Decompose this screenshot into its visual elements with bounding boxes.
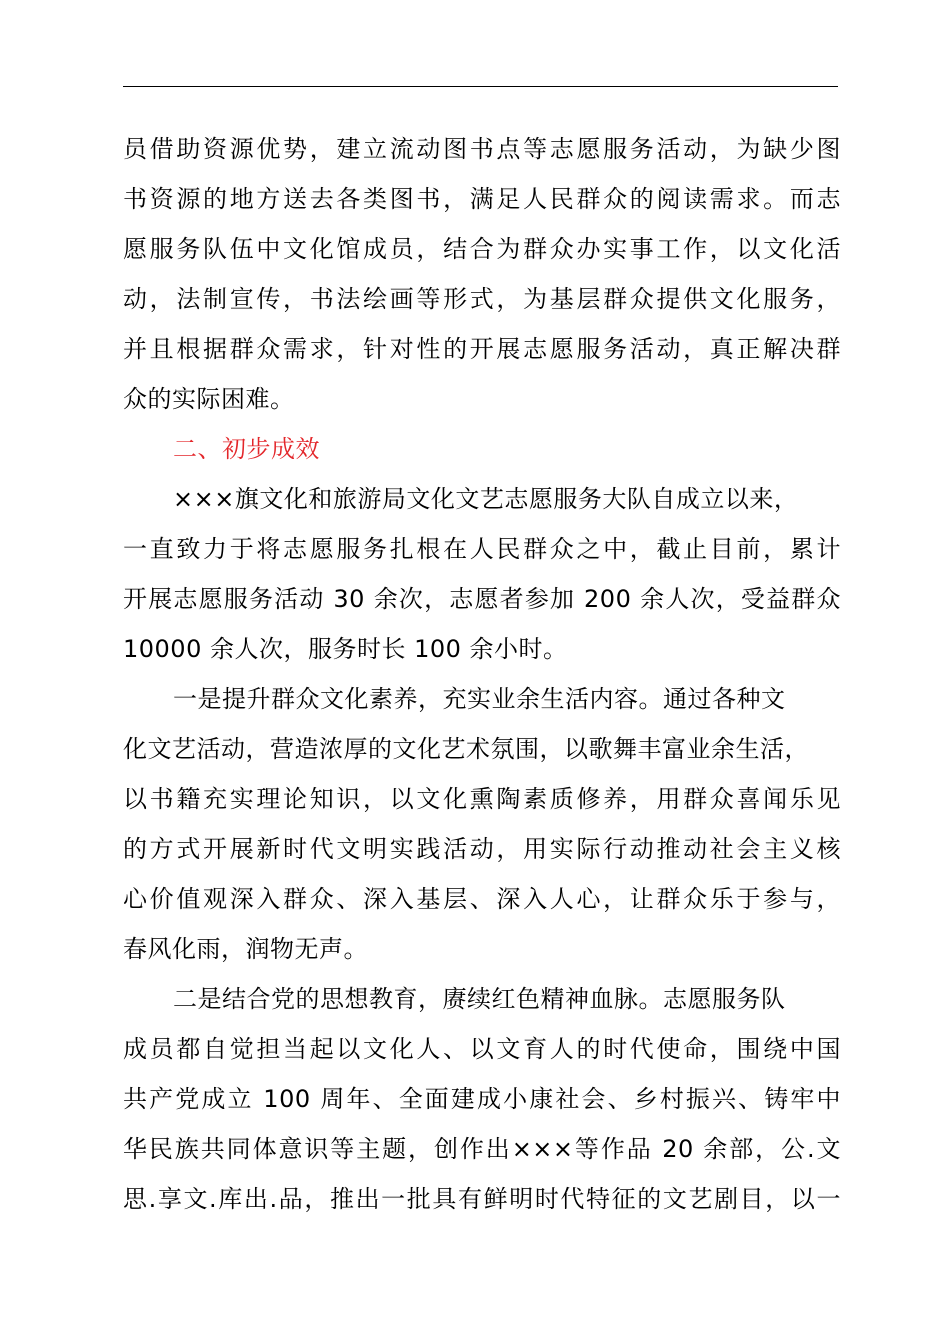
paragraph-line: 以书籍充实理论知识，以文化熏陶素质修养，用群众喜闻乐见 [123,785,841,813]
paragraph-line: 动，法制宣传，书法绘画等形式，为基层群众提供文化服务， [123,285,841,313]
paragraph-line: 思.享文.库出.品，推出一批具有鲜明时代特征的文艺剧目，以一 [123,1185,841,1213]
paragraph-line: 心价值观深入群众、深入基层、深入人心，让群众乐于参与， [123,885,841,913]
paragraph-line: 二是结合党的思想教育，赓续红色精神血脉。志愿服务队 [173,985,786,1013]
paragraph-line: 并且根据群众需求，针对性的开展志愿服务活动，真正解决群 [123,335,841,363]
paragraph-line: 一直致力于将志愿服务扎根在人民群众之中，截止目前，累计 [123,535,841,563]
paragraph-line: 化文艺活动，营造浓厚的文化艺术氛围，以歌舞丰富业余生活， [123,735,809,763]
section-heading: 二、初步成效 [173,435,320,463]
paragraph-line: 开展志愿服务活动 30 余次，志愿者参加 200 余人次，受益群众 [123,585,841,613]
paragraph-line: 春风化雨，润物无声。 [123,935,368,963]
paragraph-line: 10000 余人次，服务时长 100 余小时。 [123,635,568,663]
paragraph-line: ×××旗文化和旅游局文化文艺志愿服务大队自成立以来， [173,485,799,513]
header-rule [123,86,838,87]
paragraph-line: 书资源的地方送去各类图书，满足人民群众的阅读需求。而志 [123,185,841,213]
paragraph-line: 愿服务队伍中文化馆成员，结合为群众办实事工作，以文化活 [123,235,841,263]
paragraph-line: 共产党成立 100 周年、全面建成小康社会、乡村振兴、铸牢中 [123,1085,841,1113]
paragraph-line: 一是提升群众文化素养，充实业余生活内容。通过各种文 [173,685,786,713]
body-text [123,124,841,1224]
paragraph-line: 华民族共同体意识等主题，创作出×××等作品 20 余部，公.文 [123,1135,841,1163]
paragraph-line: 成员都自觉担当起以文化人、以文育人的时代使命，围绕中国 [123,1035,841,1063]
paragraph-line: 员借助资源优势，建立流动图书点等志愿服务活动，为缺少图 [123,135,841,163]
paragraph-line: 众的实际困难。 [123,385,295,413]
paragraph-line: 的方式开展新时代文明实践活动，用实际行动推动社会主义核 [123,835,841,863]
